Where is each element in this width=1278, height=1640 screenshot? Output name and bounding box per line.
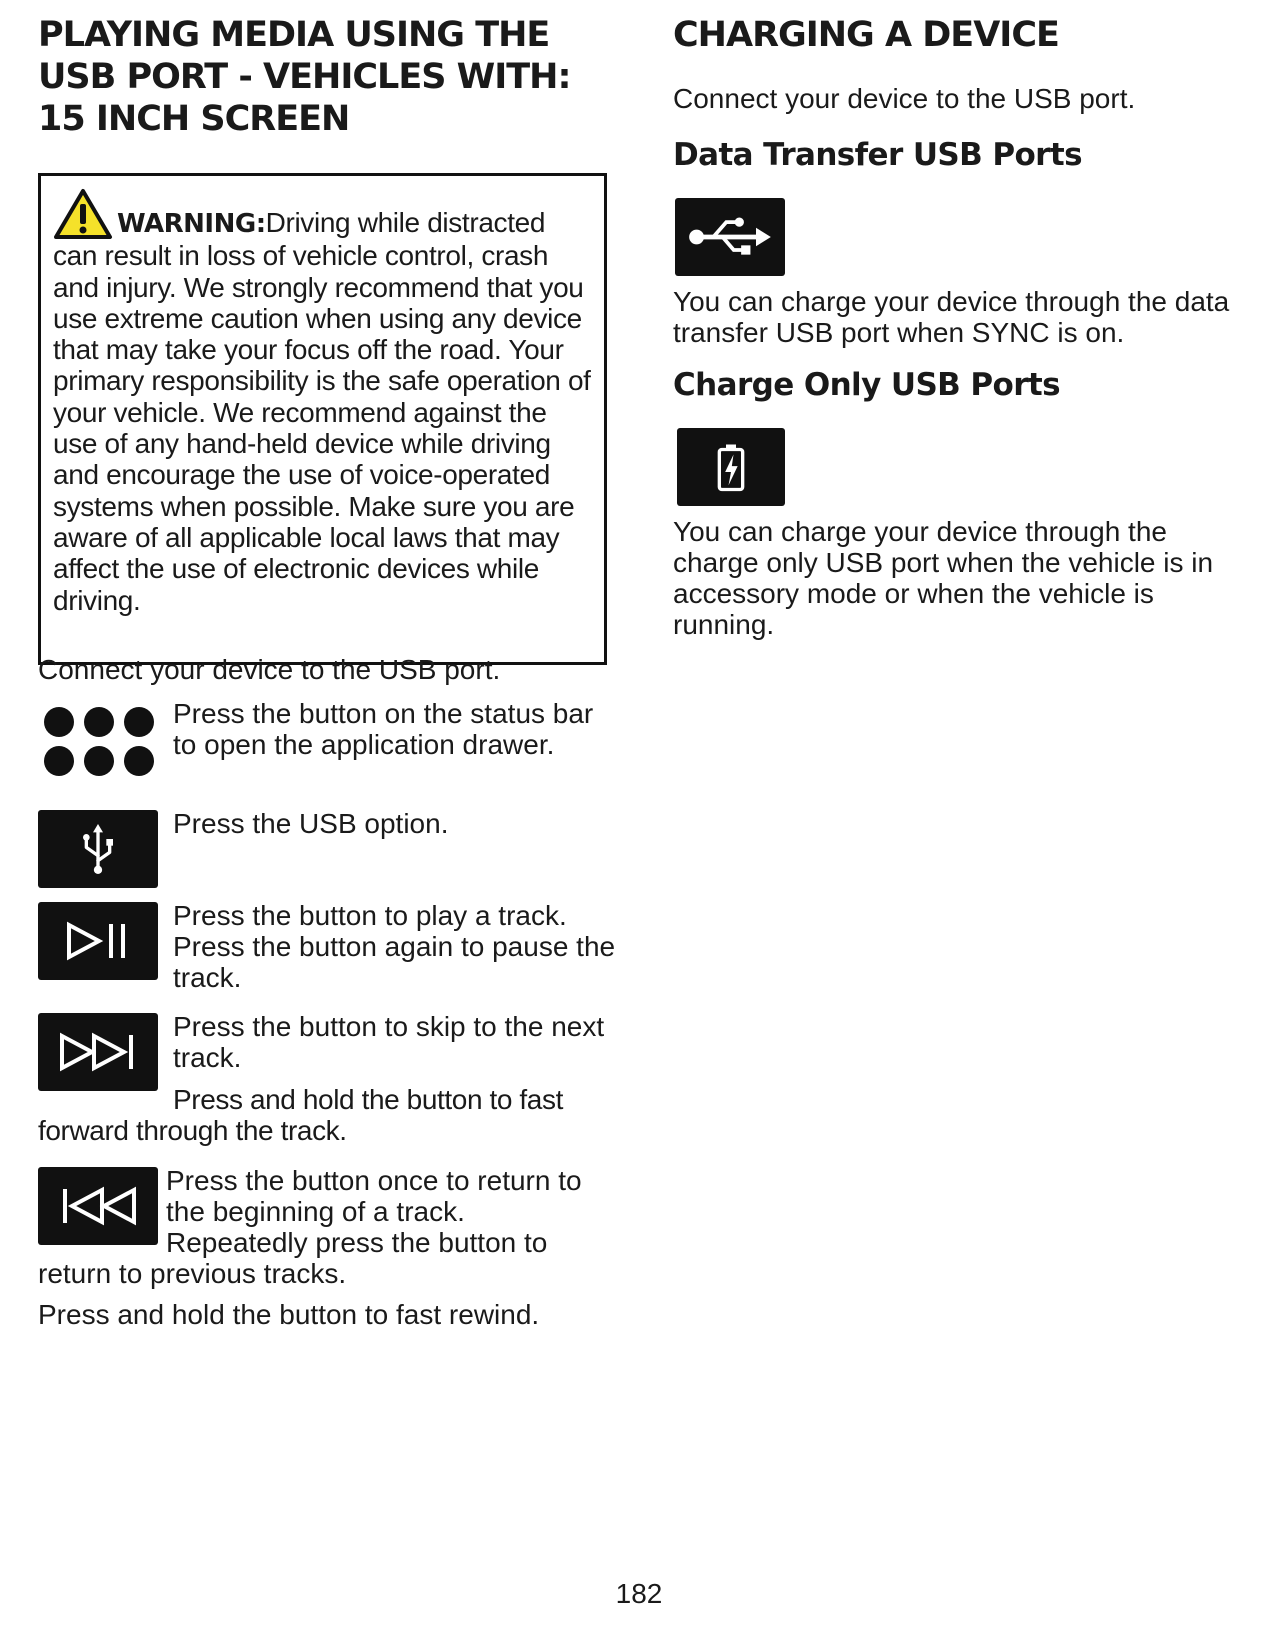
warning-triangle-icon — [53, 188, 113, 240]
warning-text: Driving while distracted can result in loss of vehicle control, crash and injury. We strongly recommend that you use extreme caution when using any device that may take your focus off the road. Your primary responsibility is the safe operation of your vehicle. We recommend against the use of any hand-held device while driving and encourage the use of voice-operated systems when possible. Make sure you are aware of all applicable local laws that may affect the use of electronic devices while driving. — [53, 207, 591, 616]
charge-only-heading: Charge Only USB Ports — [673, 367, 1060, 403]
connect-device-text: Connect your device to the USB port. — [38, 654, 501, 685]
charge-only-text: You can charge your device through the charge only USB port when the vehicle is in accessory mode or when the vehicle is running. — [673, 516, 1214, 640]
step-skip-next-text: Press the button to skip to the next track. — [173, 1011, 605, 1073]
data-transfer-text: You can charge your device through the data transfer USB port when SYNC is on. — [673, 286, 1230, 348]
fast-rewind-text: Press and hold the button to fast rewind. — [38, 1299, 540, 1330]
section-title-charging: CHARGING A DEVICE — [673, 15, 1059, 55]
usb-icon — [38, 810, 158, 888]
section-title-usb-media: PLAYING MEDIA USING THE USB PORT - VEHICLES WITH: 15 INCH SCREEN — [38, 15, 571, 139]
page-number: 182 — [615, 1578, 663, 1609]
left-column — [38, 14, 616, 1330]
data-transfer-heading: Data Transfer USB Ports — [673, 137, 1082, 173]
step-usb-text: Press the USB option. — [173, 808, 449, 839]
step-app-drawer-text: Press the button on the status bar to open the application drawer. — [173, 698, 594, 760]
warning-label: WARNING: — [117, 209, 266, 239]
charging-connect-text: Connect your device to the USB port. — [673, 83, 1136, 114]
skip-next-icon — [38, 1013, 158, 1091]
app-drawer-grid-icon — [44, 707, 158, 776]
battery-charging-icon — [677, 428, 785, 506]
step-fast-forward-text: Press and hold the button to fast forward through the track. — [38, 1084, 563, 1146]
usb-symbol-icon — [675, 198, 785, 276]
step-skip-previous-paragraph: Press the button once to return to the beginning of a track. Repeatedly press the button to return to previous tracks. — [38, 1165, 582, 1289]
right-column — [673, 14, 1253, 640]
warning-paragraph — [53, 188, 593, 616]
play-pause-icon — [38, 902, 158, 980]
step-play-pause-text: Press the button to play a track. Press the button again to pause the track. — [173, 900, 616, 993]
step-skip-previous-block — [38, 1165, 613, 1289]
warning-box — [38, 173, 607, 665]
